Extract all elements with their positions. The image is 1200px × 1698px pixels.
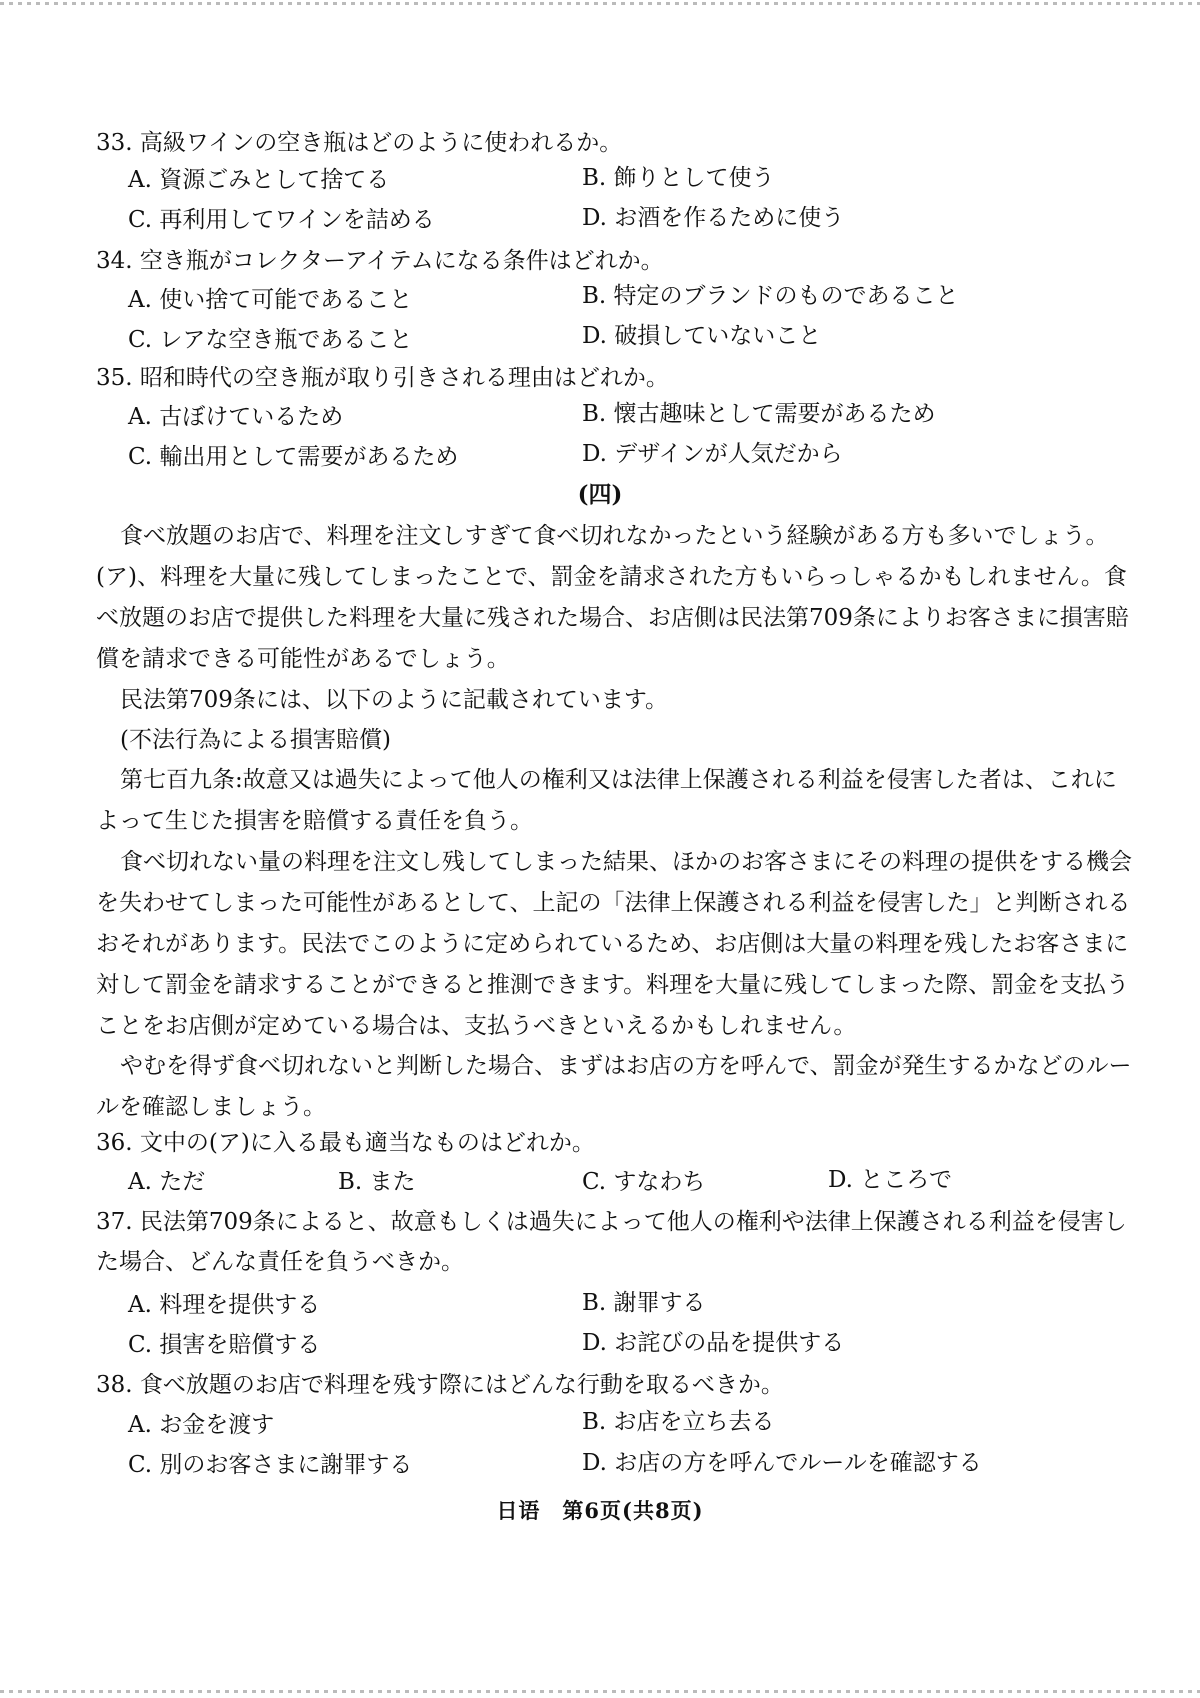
question-37-option-c: C. 損害を賠償する bbox=[128, 1332, 321, 1358]
question-36-option-b: B. また bbox=[338, 1169, 416, 1195]
question-33-option-d: D. お酒を作るために使う bbox=[582, 205, 845, 231]
question-35-option-c: C. 輸出用として需要があるため bbox=[128, 444, 459, 470]
question-36-option-d: D. ところで bbox=[828, 1167, 953, 1193]
passage-paragraph-3: (不法行為による損害賠償) bbox=[120, 727, 391, 753]
passage-paragraph-6: やむを得ず食べ切れないと判断した場合、まずはお店の方を呼んで、罰金が発生するかなどのルールを確認しましょう。 bbox=[96, 1053, 1132, 1120]
passage-paragraph-1: 食べ放題のお店で、料理を注文しすぎて食べ切れなかったという経験がある方も多いでしょう。(ア)、料理を大量に残してしまったことで、罰金を請求された方もいらっしゃるかもしれません。食べ放題のお店で提供した料理を大量に残された場合、お店側は民法第709条によりお客さまに損害賠償を請求できる可能性があるでしょう。 bbox=[96, 523, 1129, 672]
scan-artifact-bottom bbox=[0, 1690, 1200, 1693]
section-heading: (四) bbox=[577, 481, 623, 508]
question-35-option-d: D. デザインが人気だから bbox=[582, 441, 843, 467]
question-33-option-a: A. 資源ごみとして捨てる bbox=[128, 167, 390, 193]
question-33-option-b: B. 飾りとして使う bbox=[582, 165, 775, 191]
question-35-option-a: A. 古ぼけているため bbox=[128, 404, 344, 430]
question-34-option-c: C. レアな空き瓶であること bbox=[128, 327, 413, 353]
question-37-option-d: D. お詫びの品を提供する bbox=[582, 1330, 845, 1356]
passage-paragraph-5: 食べ切れない量の料理を注文し残してしまった結果、ほかのお客さまにその料理の提供をする機会を失わせてしまった可能性があるとして、上記の「法律上保護される利益を侵害した」と判断されるおそれがあります。民法でこのように定められているため、お店側は大量の料理を残したお客さまに対して罰金を請求することができると推測できます。料理を大量に残してしまった際、罰金を支払うことをお店側が定めている場合は、支払うべきといえるかもしれません。 bbox=[96, 849, 1132, 1039]
question-34-option-b: B. 特定のブランドのものであること bbox=[582, 283, 959, 309]
question-38-option-a: A. お金を渡す bbox=[128, 1412, 275, 1438]
question-37-stem: 37. 民法第709条によると、故意もしくは過失によって他人の権利や法律上保護される利益を侵害した場合、どんな責任を負うべきか。 bbox=[96, 1209, 1127, 1275]
question-38-stem: 38. 食べ放題のお店で料理を残す際にはどんな行動を取るべきか。 bbox=[96, 1372, 784, 1398]
question-33-option-c: C. 再利用してワインを詰める bbox=[128, 207, 435, 233]
question-38-option-c: C. 別のお客さまに謝罪する bbox=[128, 1452, 413, 1478]
question-36-stem: 36. 文中の(ア)に入る最も適当なものはどれか。 bbox=[96, 1130, 595, 1156]
question-35-stem: 35. 昭和時代の空き瓶が取り引きされる理由はどれか。 bbox=[96, 365, 669, 391]
question-38-option-b: B. お店を立ち去る bbox=[582, 1409, 775, 1435]
passage-paragraph-2: 民法第709条には、以下のように記載されています。 bbox=[120, 687, 669, 713]
question-38-option-d: D. お店の方を呼んでルールを確認する bbox=[582, 1450, 982, 1476]
question-36-option-c: C. すなわち bbox=[582, 1169, 706, 1195]
question-36-option-a: A. ただ bbox=[128, 1169, 206, 1195]
question-34-option-a: A. 使い捨て可能であること bbox=[128, 287, 413, 313]
question-33-stem: 33. 高級ワインの空き瓶はどのように使われるか。 bbox=[96, 130, 623, 156]
question-35-option-b: B. 懐古趣味として需要があるため bbox=[582, 401, 936, 427]
question-37-option-a: A. 料理を提供する bbox=[128, 1292, 321, 1318]
question-37-option-b: B. 謝罪する bbox=[582, 1290, 706, 1316]
scan-artifact-top bbox=[0, 2, 1200, 5]
question-34-stem: 34. 空き瓶がコレクターアイテムになる条件はどれか。 bbox=[96, 248, 664, 274]
question-34-option-d: D. 破損していないこと bbox=[582, 323, 822, 349]
passage-paragraph-4: 第七百九条:故意又は過失によって他人の権利又は法律上保護される利益を侵害した者は、これによって生じた損害を賠償する責任を負う。 bbox=[96, 767, 1117, 834]
page-footer: 日语 第6页(共8页) bbox=[496, 1498, 704, 1523]
